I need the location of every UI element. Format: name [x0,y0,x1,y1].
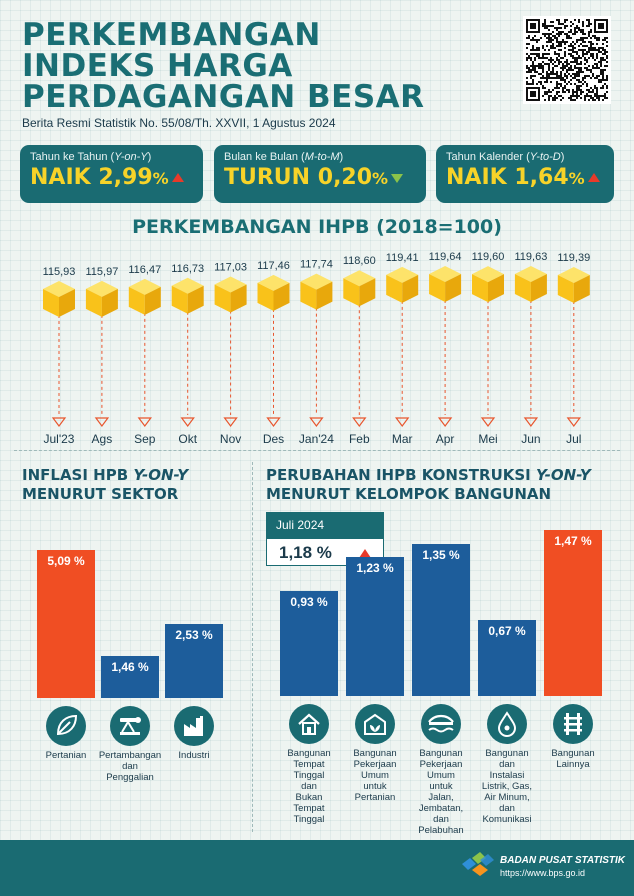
category-label: Pertambangan dan Penggalian [98,750,162,783]
down-arrow-icon [391,174,403,183]
greenhouse-icon [355,704,395,744]
category-label: Bangunan Lainnya [551,748,595,770]
ihpb-value-label: 119,60 [471,251,505,264]
highlight-period: Juli 2024 [266,512,384,538]
page-subtitle: Berita Resmi Statistik No. 55/08/Th. XXVII, 1 Agustus 2024 [22,116,336,130]
ihpb-point [429,266,461,426]
ihpb-month-label: Mar [391,432,413,446]
ihpb-month-label: Jul [566,432,582,446]
title-line-2: INDEKS HARGA [22,48,293,84]
ihpb-point [215,277,247,426]
factory-icon [174,706,214,746]
bar [101,656,159,698]
bar [280,591,338,696]
house-icon [289,704,329,744]
railway-icon [553,704,593,744]
ihpb-value-label: 117,74 [299,258,333,271]
org-name: BADAN PUSAT STATISTIK [500,855,625,866]
bar [478,620,536,696]
ihpb-month-label: Des [262,432,285,446]
category-label: Industri [178,750,210,761]
kpi-mtm-value: TURUN 0,20% [224,165,416,190]
ihpb-value-label: 116,47 [128,263,162,276]
bar [346,557,404,696]
water-drop-icon [487,704,527,744]
bar-value-label: 1,47 % [554,534,592,548]
category-label: Bangunan Tempat Tinggal dan Bukan Tempat Tinggal [287,748,331,825]
divider [252,462,253,832]
bar-value-label: 0,93 % [290,594,328,609]
category-label: Bangunan Pekerjaan Umum untuk Pertanian [353,748,397,803]
category-label: Bangunan Pekerjaan Umum untuk Jalan, Jembatan, dan Pelabuhan [418,748,464,836]
ihpb-value-label: 115,93 [42,266,76,278]
ihpb-value-label: 118,60 [342,255,376,268]
bar [544,530,602,696]
kpi-ytd [436,145,614,203]
ihpb-value-label: 115,97 [85,265,119,278]
bar-value-label: 0,67 % [488,624,526,639]
ihpb-value-label: 119,64 [428,251,462,263]
ihpb-point [300,274,332,426]
ihpb-value-label: 119,63 [514,251,548,264]
ihpb-month-label: Jul'23 [43,432,75,446]
up-arrow-icon [588,173,600,182]
ihpb-point [472,266,504,426]
ihpb-month-label: Nov [219,432,242,446]
ihpb-point [558,267,590,426]
construction-chart-title: PERUBAHAN IHPB KONSTRUKSI Y-ON-Y MENURUT KELOMPOK BANGUNAN [266,466,591,503]
kpi-yoy-value: NAIK 2,99% [30,165,193,190]
ihpb-month-label: Ags [91,432,113,446]
bar [412,544,470,696]
ihpb-month-label: Jan'24 [298,432,334,446]
ihpb-value-label: 119,39 [557,252,591,265]
oil-pump-icon [110,706,150,746]
divider [14,450,620,451]
ihpb-month-label: Mei [478,432,498,446]
bps-logo-icon [458,850,496,882]
page-title [22,17,462,115]
ihpb-chart [0,250,634,450]
bar-value-label: 1,23 % [356,561,394,576]
ihpb-point [86,281,118,426]
ihpb-point [43,281,75,426]
kpi-mtm-label: Bulan ke Bulan (M-to-M) [224,151,344,163]
ihpb-value-label: 117,46 [257,259,290,272]
category-label: Pertanian [45,750,87,761]
ihpb-chart-title: PERKEMBANGAN IHPB (2018=100) [132,216,502,238]
sector-chart-title: INFLASI HPB Y-ON-Y MENURUT SEKTOR [22,466,189,503]
bar [37,550,95,698]
ihpb-month-label: Apr [435,432,455,446]
title-line-1: PERKEMBANGAN [22,17,321,53]
kpi-yoy-label: Tahun ke Tahun (Y-on-Y) [30,151,152,163]
up-arrow-icon [172,173,184,182]
ihpb-value-label: 116,73 [171,262,205,275]
bar [165,624,223,698]
ihpb-point [129,279,161,426]
bridge-icon [421,704,461,744]
bar-value-label: 2,53 % [175,628,213,643]
kpi-ytd-value: NAIK 1,64% [446,165,604,190]
highlight-value: 1,18 % [266,538,384,566]
kpi-yoy [20,145,203,203]
bar-value-label: 1,46 % [111,659,149,674]
qr-code-icon[interactable] [523,16,611,104]
leaf-icon [46,706,86,746]
ihpb-point [343,270,375,426]
bar-value-label: 5,09 % [47,554,85,568]
title-line-3: PERDAGANGAN BESAR [22,79,425,115]
ihpb-month-label: Feb [348,432,370,446]
ihpb-point [386,267,418,426]
ihpb-month-label: Sep [134,432,156,446]
ihpb-value-label: 119,41 [385,251,419,264]
org-url[interactable]: https://www.bps.go.id [500,868,586,878]
kpi-mtm [214,145,426,203]
bar-value-label: 1,35 % [422,547,460,562]
category-label: Bangunan dan Instalasi Listrik, Gas, Air Minum, dan Komunikasi [481,748,533,825]
ihpb-month-label: Okt [178,432,198,446]
kpi-ytd-label: Tahun Kalender (Y-to-D) [446,151,565,163]
ihpb-month-label: Jun [521,432,541,446]
ihpb-point [258,275,290,426]
ihpb-point [515,266,547,426]
ihpb-point [172,278,204,426]
ihpb-value-label: 117,03 [214,261,248,274]
